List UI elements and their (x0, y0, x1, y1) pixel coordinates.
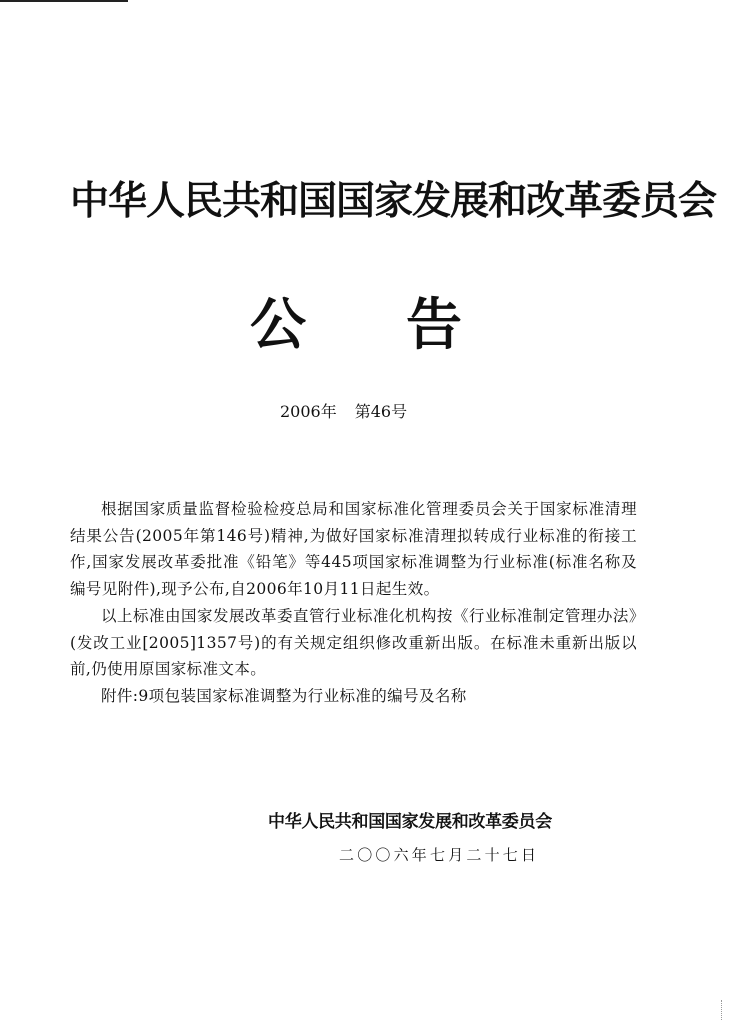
document-kind-heading: 公告 (250, 293, 562, 358)
attachment-line: 附件:9项包装国家标准调整为行业标准的编号及名称 (101, 686, 467, 705)
signing-date: 二〇〇六年七月二十七日 (339, 846, 540, 864)
scan-edge-mark (721, 1000, 730, 1020)
document-number (280, 404, 407, 420)
signatory: 中华人民共和国国家发展和改革委员会 (268, 812, 552, 832)
issuer-title: 中华人民共和国国家发展和改革委员会 (70, 179, 717, 224)
document-number-seq: 第46号 (354, 402, 408, 421)
announcement-body (70, 496, 637, 710)
top-rule-line (0, 0, 128, 2)
body-paragraph-1: 根据国家质量监督检验检疫总局和国家标准化管理委员会关于国家标准清理结果公告(2005年第146号)精神,为做好国家标准清理拟转成行业标准的衔接工作,国家发展改革委批准《铅笔》等445项国家标准调整为行业标准(标准名称及编号见附件),现予公布,自2006年10月11日起生效。 (70, 500, 637, 599)
body-paragraph-2: 以上标准由国家发展改革委直管行业标准化机构按《行业标准制定管理办法》(发改工业[2005]1357号)的有关规定组织修改重新出版。在标准未重新出版以前,仍使用原国家标准文本。 (70, 606, 637, 679)
document-number-year: 2006年 (280, 402, 337, 421)
